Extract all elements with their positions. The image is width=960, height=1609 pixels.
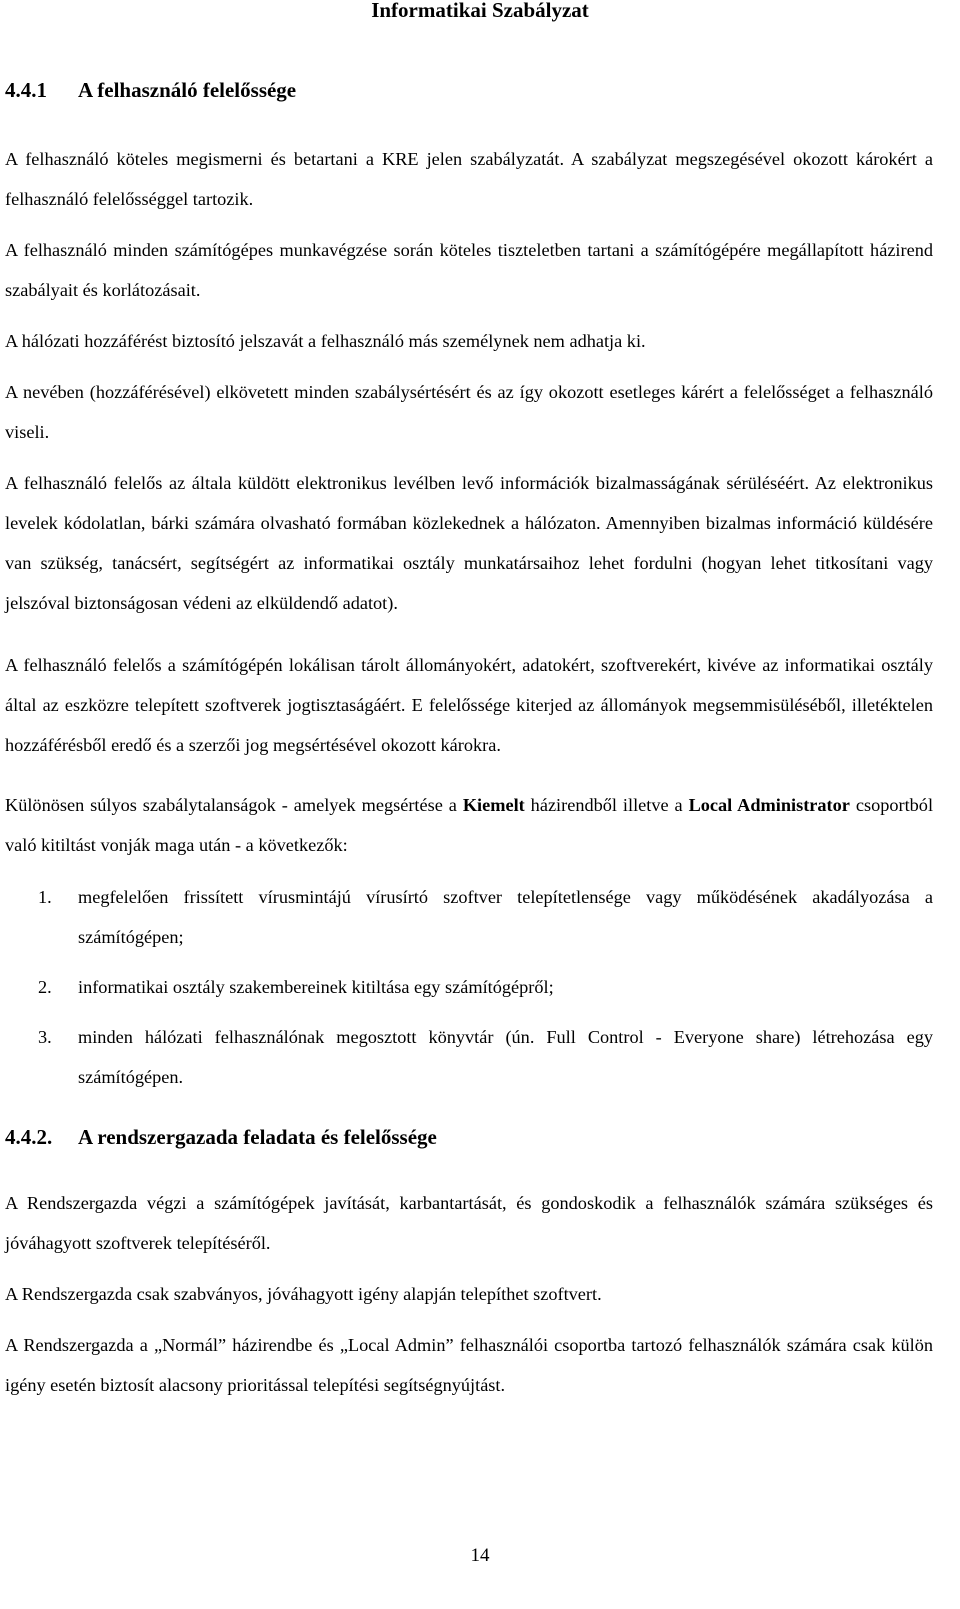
paragraph: A Rendszergazda csak szabványos, jóváhagyott igény alapján telepíthet szoftvert. bbox=[5, 1284, 602, 1304]
section-title: A felhasználó felelőssége bbox=[78, 78, 297, 102]
paragraph: A hálózati hozzáférést biztosító jelszavát a felhasználó más személynek nem adhatja ki. bbox=[5, 331, 646, 351]
list-item-text: minden hálózati felhasználónak megosztott könyvtár (ún. Full Control - Everyone share) létrehozása egy számítógépen. bbox=[78, 1027, 933, 1087]
paragraph: A felhasználó felelős a számítógépén lokálisan tárolt állományokért, adatokért, szoftverekért, kivéve az informatikai osztály által az eszközre telepített szoftverek jogtisztaságáért. E felelőssége kiterjed az állományok megsemmisüléséből, illetéktelen hozzáférésből eredő és a szerzői jog megsértésével okozott károkra. bbox=[5, 655, 933, 755]
section-title: A rendszergazada feladata és felelőssége bbox=[78, 1125, 437, 1149]
paragraph: A nevében (hozzáférésével) elkövetett minden szabálysértésért és az így okozott esetleges kárért a felelősséget a felhasználó viseli. bbox=[5, 382, 933, 442]
violations-intro-text: Különösen súlyos szabálytalanságok - amelyek megsértése a bbox=[5, 795, 463, 815]
list-item-text: informatikai osztály szakembereinek kitiltása egy számítógépről; bbox=[78, 977, 554, 997]
violations-intro-text: házirendből illetve a bbox=[524, 795, 689, 815]
section-heading-4-4-1 bbox=[5, 76, 933, 104]
kiemelt-term: Kiemelt bbox=[462, 795, 525, 815]
paragraph: A felhasználó köteles megismerni és betartani a KRE jelen szabályzatát. A szabályzat megszegésével okozott károkért a felhasználó felelősséggel tartozik. bbox=[5, 149, 933, 209]
paragraph: A felhasználó felelős az általa küldött elektronikus levélben levő információk bizalmasságának sérüléséért. Az elektronikus levelek kódolatlan, bárki számára olvasható formában közlekednek a hálózaton. Amennyiben bizalmas információ küldésére van szükség, tanácsért, segítségért az informatikai osztály munkatársaihoz lehet fordulni (hogyan lehet titkosítani vagy jelszóval biztonságosan védeni az elküldendő adatot). bbox=[5, 473, 933, 613]
running-header: Informatikai Szabályzat bbox=[371, 0, 589, 22]
violations-intro-text: csoportból való kitiltást vonják maga után - a következők: bbox=[5, 795, 934, 855]
violations-intro bbox=[5, 785, 933, 865]
list-marker: 3. bbox=[38, 1027, 52, 1047]
page-number: 14 bbox=[470, 1545, 490, 1566]
section-number: 4.4.1 bbox=[5, 78, 47, 102]
paragraph: A Rendszergazda a „Normál” házirendbe és „Local Admin” felhasználói csoportba tartozó felhasználók számára csak külön igény esetén biztosít alacsony prioritással telepítési segítségnyújtást. bbox=[5, 1335, 933, 1395]
list-marker: 1. bbox=[38, 887, 52, 907]
list-marker: 2. bbox=[38, 977, 52, 997]
local-administrator-term: Local Administrator bbox=[688, 795, 850, 815]
list-item bbox=[5, 877, 933, 957]
section-heading-4-4-2 bbox=[5, 1123, 933, 1151]
list-item bbox=[5, 1017, 933, 1097]
list-item bbox=[5, 967, 933, 1007]
page-content bbox=[5, 76, 933, 1405]
list-item-text: megfelelően frissített vírusmintájú vírusírtó szoftver telepítetlensége vagy működésének akadályozása a számítógépen; bbox=[78, 887, 933, 947]
section-number: 4.4.2. bbox=[5, 1125, 53, 1149]
paragraph: A Rendszergazda végzi a számítógépek javítását, karbantartását, és gondoskodik a felhasználók számára szükséges és jóváhagyott szoftverek telepítéséről. bbox=[5, 1193, 933, 1253]
paragraph: A felhasználó minden számítógépes munkavégzése során köteles tiszteletben tartani a számítógépére megállapított házirend szabályait és korlátozásait. bbox=[5, 240, 933, 300]
violations-list bbox=[5, 877, 933, 1097]
